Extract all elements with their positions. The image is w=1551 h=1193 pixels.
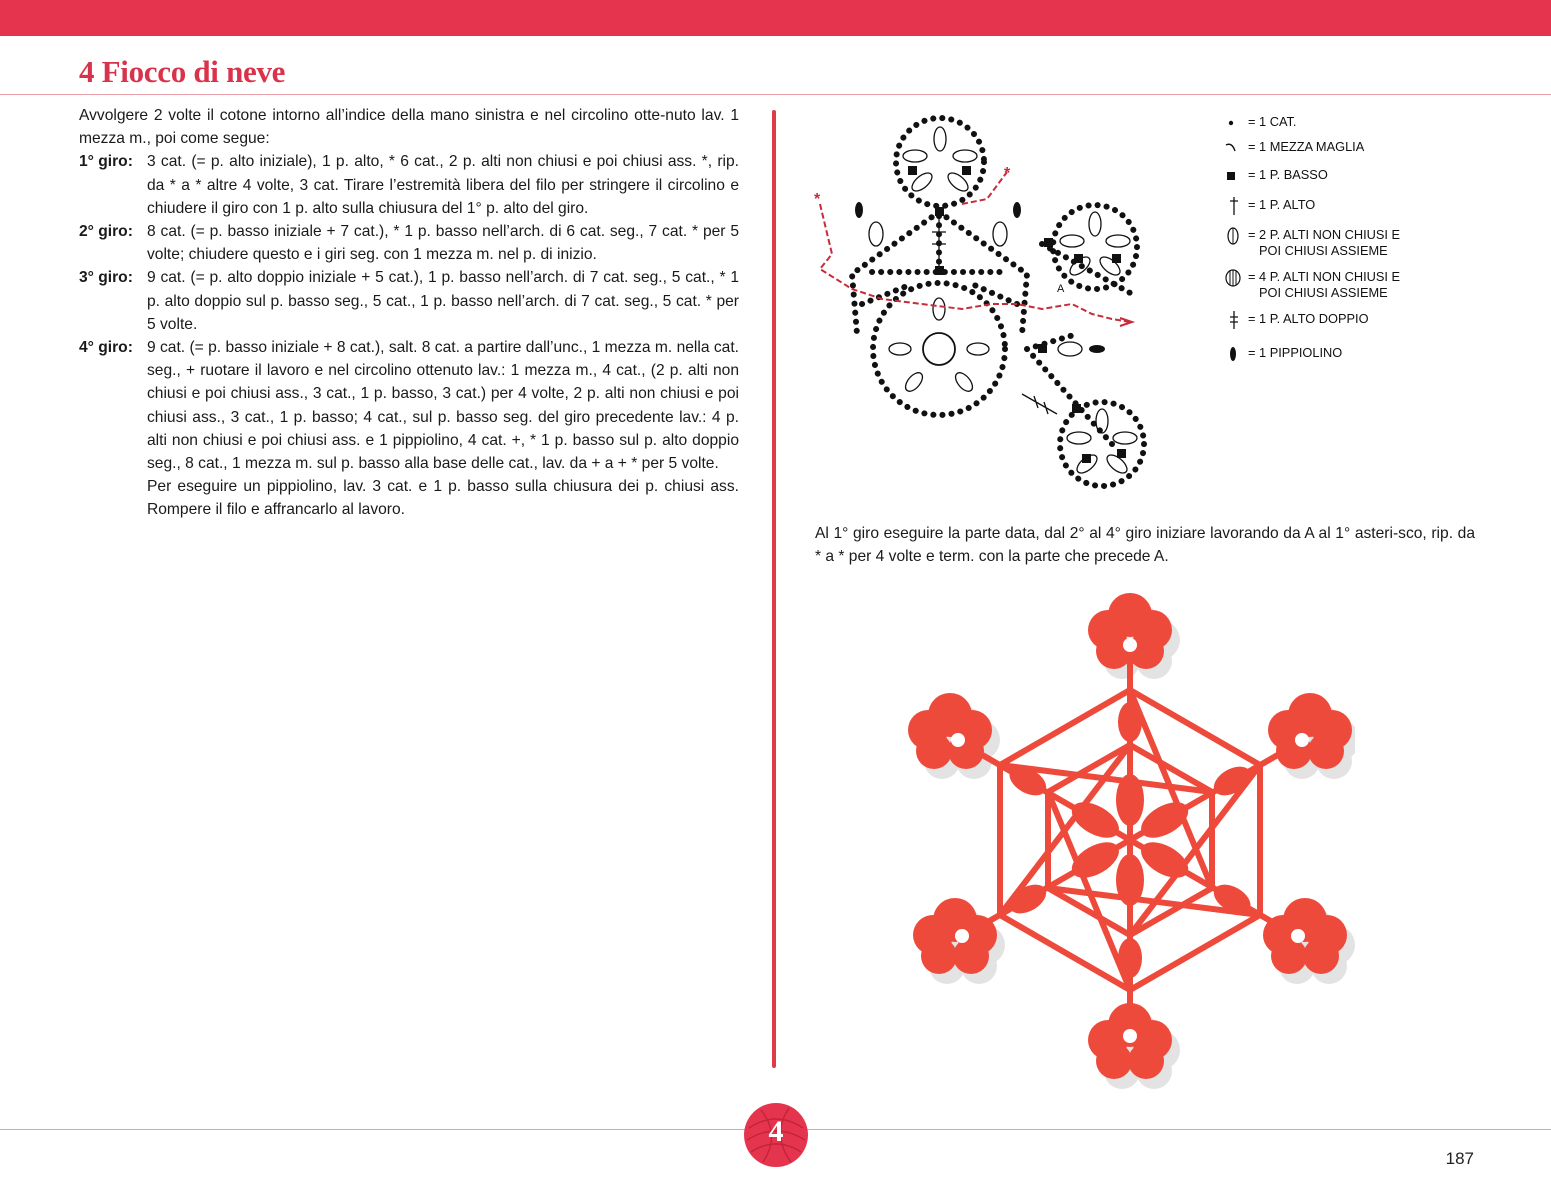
legend-item (1222, 227, 1482, 259)
legend-item (1222, 311, 1482, 327)
legend-text: = 4 P. ALTI NON CHIUSI E (1248, 269, 1401, 284)
instructions-column (79, 104, 739, 522)
round-text: 9 cat. (= p. alto doppio iniziale + 5 cat.), 1 p. basso nell’arch. di 7 cat. seg., 5 cat., * 1 p. alto doppio sul p. basso seg., 5 cat., 1 p. basso nell’arch. di 7 cat. seg., 5 cat. * per 5 volte. (147, 269, 739, 333)
snowflake-photo (905, 590, 1355, 1090)
legend-item (1222, 139, 1482, 155)
legend-item (1222, 345, 1482, 361)
marker-a: A (1057, 283, 1065, 295)
round-4 (79, 336, 739, 522)
round-label: 3° giro: (79, 269, 133, 287)
legend-text: = 1 P. BASSO (1248, 167, 1328, 182)
legend-text-line2: POI CHIUSI ASSIEME (1259, 285, 1388, 300)
legend-item (1222, 269, 1482, 301)
round-1 (79, 150, 739, 220)
legend-text: = 1 P. ALTO DOPPIO (1248, 311, 1369, 326)
legend (1222, 114, 1482, 361)
single-cross-icon (1222, 197, 1244, 215)
round-2 (79, 220, 739, 266)
double-cluster-icon (1222, 227, 1244, 245)
legend-text: = 2 P. ALTI NON CHIUSI E (1248, 227, 1401, 242)
title-rule (0, 94, 1551, 95)
quad-cluster-icon (1222, 269, 1244, 287)
round-3 (79, 266, 739, 336)
column-divider-yarn (772, 110, 776, 1068)
crochet-chart-diagram (812, 104, 1182, 499)
legend-text-line2: POI CHIUSI ASSIEME (1259, 243, 1388, 258)
teardrop-icon (1222, 345, 1244, 363)
round-text: 9 cat. (= p. basso iniziale + 8 cat.), salt. 8 cat. a partire dall’unc., 1 mezza m. nella cat. seg., + ruotare il lavoro e nel circolino ottenuto lav.: 1 mezza m., 4 cat., (2 p. alti non chiusi e poi chiusi ass., 3 cat., 1 p. basso, 3 cat.) per 4 volte, 2 p. alti non chiusi e poi chiusi ass., 3 cat., 1 p. basso; 4 cat., sul p. basso seg. del giro precedente lav.: 4 p. alti non chiusi e poi chiusi ass. e 1 pippiolino, 4 cat. +, * 1 p. basso sul p. alto doppio seg., 8 cat., 1 mezza m. sul p. basso alla base delle cat., lav. da + a + * per 5 volte. (147, 339, 739, 473)
round-text: 8 cat. (= p. basso iniziale + 7 cat.), * 1 p. basso nell’arch. di 6 cat. seg., 7 cat. * per 5 volte; chiudere questo e i giri seg. con 1 mezza m. nel p. di inizio. (147, 223, 739, 264)
legend-item (1222, 167, 1482, 183)
page-number: 187 (1445, 1149, 1474, 1168)
legend-item (1222, 114, 1482, 130)
top-accent-bar (0, 0, 1551, 36)
diagram-note: Al 1° giro eseguire la parte data, dal 2° al 4° giro iniziare lavorando da A al 1° asteri-sco, rip. da * a * per 4 volte e term. con la parte che precede A. (815, 525, 1475, 566)
round-label: 2° giro: (79, 223, 133, 241)
badge-number: 4 (768, 1115, 784, 1148)
hook-arc-icon (1222, 139, 1244, 157)
legend-text: = 1 MEZZA MAGLIA (1248, 139, 1365, 154)
round-label: 1° giro: (79, 153, 133, 171)
legend-text: = 1 P. ALTO (1248, 197, 1316, 212)
legend-text: = 1 CAT. (1248, 114, 1297, 129)
start-asterisk: * (814, 191, 821, 208)
round-text: 3 cat. (= p. alto iniziale), 1 p. alto, * 6 cat., 2 p. alti non chiusi e poi chiusi ass. *, rip. da * a * altre 4 volte, 3 cat. Tirare l’estremità libera del filo per stringere il circolino e chiudere il giro con 1 p. alto sulla chiusura del 1° p. alto del giro. (147, 153, 739, 217)
double-cross-icon (1222, 311, 1244, 329)
dot-icon (1222, 114, 1244, 132)
end-asterisk: * (1004, 165, 1011, 182)
round-extra-text: Per eseguire un pippiolino, lav. 3 cat. e 1 p. basso sulla chiusura dei p. chiusi ass. Rompere il filo e affrancarlo al lavoro. (147, 478, 739, 519)
legend-text: = 1 PIPPIOLINO (1248, 345, 1343, 360)
round-label: 4° giro: (79, 339, 133, 357)
intro-text: Avvolgere 2 volte il cotone intorno all’indice della mano sinistra e nel circolino otte-nuto lav. 1 mezza m., poi come segue: (79, 107, 739, 148)
filled-square-icon (1222, 167, 1244, 185)
page-title: 4 Fiocco di neve (79, 54, 286, 89)
legend-item (1222, 197, 1482, 213)
